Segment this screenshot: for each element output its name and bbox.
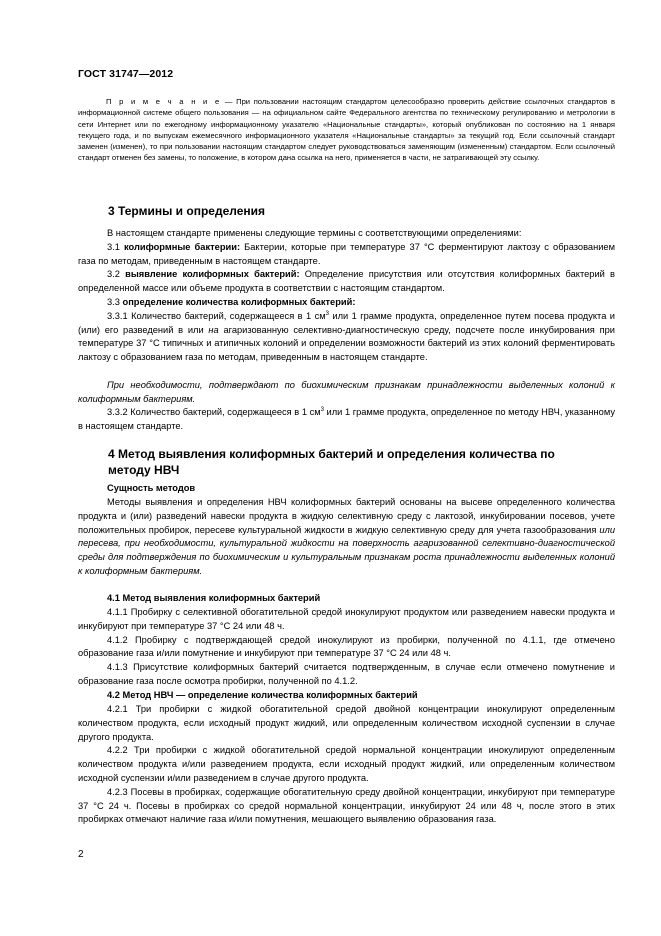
italic-note-text: При необходимости, подтверждают по биохимическим признакам принадлежности выделенных колоний к колиформным бактериям. (78, 379, 615, 404)
term-3-2-name: выявление колиформных бактерий: (125, 269, 300, 280)
subsection-4-2-heading: 4.2 Метод НВЧ — определение количества колиформных бактерий (107, 690, 418, 700)
document-header: ГОСТ 31747—2012 (78, 68, 174, 80)
term-3-3-1-text-b: или 1 грамме продукта, определенное путем посева продукта и (или) его разведений в или (78, 310, 615, 335)
note-text: — При пользовании настоящим стандартом целесообразно проверить действие ссылочных стандартов в информационной системе общего пользования — на официальном сайте Федерального агентства по техническому регулированию и метрологии в сети Интернет или по ежегодному информационному указателю «Национальные стандарты», который опубликован по состоянию на 1 января текущего года, и по выпускам ежемесячного информационного указателя «Национальные стандарты» за текущий год. Если ссылочный стандарт заменен (изменен), то при пользовании настоящим стандартом следует руководствоваться заменяющим (измененным) стандартом. Если ссылочный стандарт отменен без замены, то положение, в котором дана ссылка на него, применяется в части, не затрагивающей эту ссылку. (78, 97, 615, 163)
paragraph-4-1-1: 4.1.1 Пробирку с селективной обогатительной средой инокулируют продуктом или разведением навески продукта и инкубируют при температуре 37 °С 24 или 48 ч. (78, 607, 615, 631)
term-3-3-1-italic-note (78, 379, 615, 407)
term-3-3-2 (78, 406, 615, 434)
term-3-1-name: колиформные бактерии: (124, 241, 241, 252)
term-3-3-1-italic: на (208, 324, 219, 335)
section-4-heading: 4 Метод выявления колиформных бактерий и определения количества по методу НВЧ (108, 447, 555, 477)
term-3-1 (78, 241, 615, 269)
page-number: 2 (78, 849, 84, 860)
essence-paragraph (78, 496, 615, 579)
section-3-intro: В настоящем стандарте применены следующие термины с соответствующими определениями: (107, 228, 522, 238)
term-3-3-2-text-a: 3.3.2 Количество бактерий, содержащееся в 1 см (107, 407, 321, 418)
term-3-3-2-text-b: или 1 грамме продукта, определенное по методу НВЧ, указанному в настоящем стандарте. (78, 407, 615, 432)
term-3-3-1-text-a: 3.3.1 Количество бактерий, содержащееся в 1 см (107, 310, 326, 321)
paragraph-4-2-1: 4.2.1 Три пробирки с жидкой обогатительной средой двойной концентрации инокулируют определенным количеством продукта, если исходный продукт жидкий, или определенным количеством исходной суспензии в случае другого продукта. (78, 704, 615, 742)
paragraph-4-1-2: 4.1.2 Пробирку с подтверждающей средой инокулируют из пробирки, полученной по 4.1.1, где отмечено образование газа и/или помутнение и инкубируют при температуре 37 °С 24 или 48 ч. (78, 634, 615, 659)
term-3-2-number: 3.2 (107, 269, 126, 280)
essence-heading: Сущность методов (107, 483, 196, 493)
paragraph-4-2-3: 4.2.3 Посевы в пробирках, содержащие обогатительную среду двойной концентрации, инкубируют при температуре 37 °С 24 ч. Посевы в пробирках со средой нормальной концентрации, инкубируют 24 или 48 ч, после этого в этих пробирках отмечают наличие газа и/или помутнения, мешающего выявлению образования газа. (78, 786, 615, 825)
essence-text: Методы выявления и определения НВЧ колиформных бактерий основаны на высеве определенного количества продукта и (или) разведений навески продукта в жидкую селективную среду с лактозой, инкубировании посевов, учете положительных пробирок, пересеве культуральной жидкости в жидкую селективную среду для учета газообразования (78, 497, 615, 535)
essence-italic-text: или пересева, при необходимости, культуральной жидкости на поверхность агаризованной селективно-диагностической среды для подтверждения по биохимическим и культуральным признакам роста принадлежности выделенных колоний к колиформным бактериям. (78, 524, 615, 576)
term-3-2 (78, 268, 615, 296)
subsection-4-1-heading: 4.1 Метод выявления колиформных бактерий (107, 593, 321, 603)
term-3-1-number: 3.1 (107, 241, 125, 252)
term-3-1-definition: Бактерии, которые при температуре 37 °С ферментируют лактозу с образованием газа по методам, приведенным в настоящем стандарте. (78, 241, 615, 266)
term-3-3-number: 3.3 (107, 297, 123, 307)
note-label: П р и м е ч а н и е (106, 97, 222, 106)
term-3-3-1 (78, 310, 615, 365)
section-3-heading: 3 Термины и определения (108, 204, 266, 218)
paragraph-4-2-2: 4.2.2 Три пробирки с жидкой обогатительной средой нормальной концентрации инокулируют определенным количеством продукта и/или разведением продукта, если исходный продукт жидкий, или определенным количеством исходной суспензии и/или разведением в случае другого продукта. (78, 745, 615, 783)
superscript: 3 (320, 407, 324, 414)
term-3-3-1-text-c: агаризованную селективно-диагностическую среду, подсчете после инкубирования при температуре 37 °С типичных и атипичных колоний и определении возможности бактерий из этих колоний ферментировать лактозу с образованием газа по методам, приведенным в настоящем стандарте. (78, 324, 615, 363)
superscript: 3 (325, 310, 329, 317)
term-3-3 (78, 296, 615, 310)
standards-note (78, 96, 615, 164)
term-3-2-definition: Определение присутствия или отсутствия колиформных бактерий в определенной массе или объеме продукта в соответствии с настоящим стандартом. (78, 269, 615, 294)
paragraph-4-1-3: 4.1.3 Присутствие колиформных бактерий считается подтвержденным, в случае если отмечено помутнение и образование газа после осмотра пробирки, полученной по 4.1.2. (78, 662, 615, 686)
term-3-3-name: определение количества колиформных бактерий: (122, 297, 356, 307)
